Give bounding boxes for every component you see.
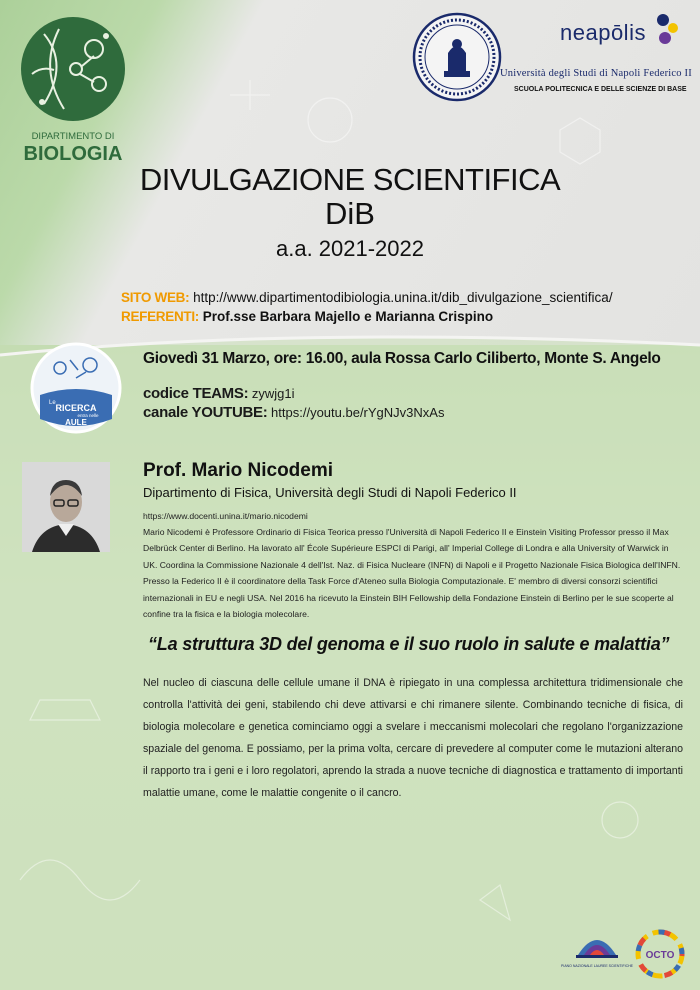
pnls-label: PIANO NAZIONALE LAUREE SCIENTIFICHE xyxy=(561,964,633,968)
speaker-url[interactable]: https://www.docenti.unina.it/mario.nicodemi xyxy=(143,511,308,521)
referenti-label: REFERENTI: xyxy=(121,309,200,324)
youtube-label: canale YOUTUBE: xyxy=(143,404,268,421)
dept-logo-line1: DIPARTIMENTO DI xyxy=(31,131,115,142)
speaker-photo xyxy=(22,462,110,552)
talk-title: “La struttura 3D del genoma e il suo ruolo in salute e malattia” xyxy=(148,634,670,654)
university-name: Università degli Studi di Napoli Federico II xyxy=(500,68,692,79)
octo-label: OCTO xyxy=(645,950,675,961)
pnls-logo xyxy=(561,925,633,980)
site-web-line xyxy=(121,290,613,305)
site-web-label: SITO WEB: xyxy=(121,290,190,305)
badge-line3: entra nelle xyxy=(77,413,99,418)
speaker-bio: Mario Nicodemi è Professore Ordinario di Fisica Teorica presso l'Università di Napoli Federico II e Einstein Visiting Professor presso il Max Delbrück Center di Berlino. Ha lavorato all' École Supérieure ESPCI di Parigi, all' Imperial College di Londra e alla University of Warwick in UK. Coordina la Commissione Nazionale 4 dell'Ist. Naz. di Fisica Nucleare (INFN) di Napoli e il Progetto Nazionale Fisica Biologica dell'INFN. Presso la Federico II è il coordinatore della Task Force d'Ateneo sulla Biologia Computazionale. E' membro di diversi consorzi scientifici internazionali in EU e negli USA. Nel 2016 ha ricevuto la Einstein BIH Fellowship della Fondazione Einstein di Berlino per le sue scoperte al confine tra la fisica e la biologia molecolare. xyxy=(143,527,681,620)
dept-logo-line2: BIOLOGIA xyxy=(23,143,123,165)
talk-abstract: Nel nucleo di ciascuna delle cellule umane il DNA è ripiegato in una complessa architettura tridimensionale che controlla l'attività dei geni, stabilendo chi deve attivarsi e chi rimanere silente. Combinando tecniche di fisica, di biologia molecolare e genetica cominciamo oggi a svelare i meccanismi molecolari che regolano l'organizzazione spaziale del genoma. E possiamo, per la prima volta, cercare di prevedere al computer come le mutazioni alterano il rapporto tra i geni e i loro regolatori, aprendo la strada a nuove tecniche di diagnostica e trattamento di importanti malattie umane, come le malattie congenite o il cancro. xyxy=(143,677,683,799)
site-web-url[interactable]: http://www.dipartimentodibiologia.unina.it/dib_divulgazione_scientifica/ xyxy=(189,290,613,305)
main-subtitle: DiB xyxy=(325,196,375,231)
academic-year: a.a. 2021-2022 xyxy=(275,236,425,261)
speaker-affiliation: Dipartimento di Fisica, Università degli Studi di Napoli Federico II xyxy=(143,485,517,500)
university-seal-logo xyxy=(412,12,502,102)
speaker-portrait-icon xyxy=(22,462,110,552)
teams-code: zywjg1i xyxy=(248,386,295,401)
referenti-value: Prof.sse Barbara Majello e Marianna Crispino xyxy=(199,309,494,324)
youtube-url[interactable]: https://youtu.be/rYgNJv3NxAs xyxy=(267,405,445,420)
octo-logo xyxy=(632,928,688,980)
badge-line4: AULE xyxy=(65,418,87,427)
speaker-name: Prof. Mario Nicodemi xyxy=(143,460,334,481)
teams-label: codice TEAMS: xyxy=(143,385,249,402)
school-name: SCUOLA POLITECNICA E DELLE SCIENZE DI BASE xyxy=(514,86,687,93)
neapolis-logo-mark xyxy=(655,12,681,52)
teams-line xyxy=(143,385,295,402)
event-datetime: Giovedì 31 Marzo, ore: 16.00, aula Rossa Carlo Ciliberto, Monte S. Angelo xyxy=(143,350,661,367)
ricerca-aule-badge xyxy=(30,340,122,440)
referenti-line xyxy=(121,309,493,324)
main-title: DIVULGAZIONE SCIENTIFICA xyxy=(139,162,561,197)
biology-department-logo xyxy=(14,14,132,164)
badge-line1: Le xyxy=(49,400,56,406)
neapolis-logo-text: neapōlis xyxy=(560,20,646,45)
youtube-line xyxy=(143,404,444,421)
badge-line2: RICERCA xyxy=(55,403,97,413)
